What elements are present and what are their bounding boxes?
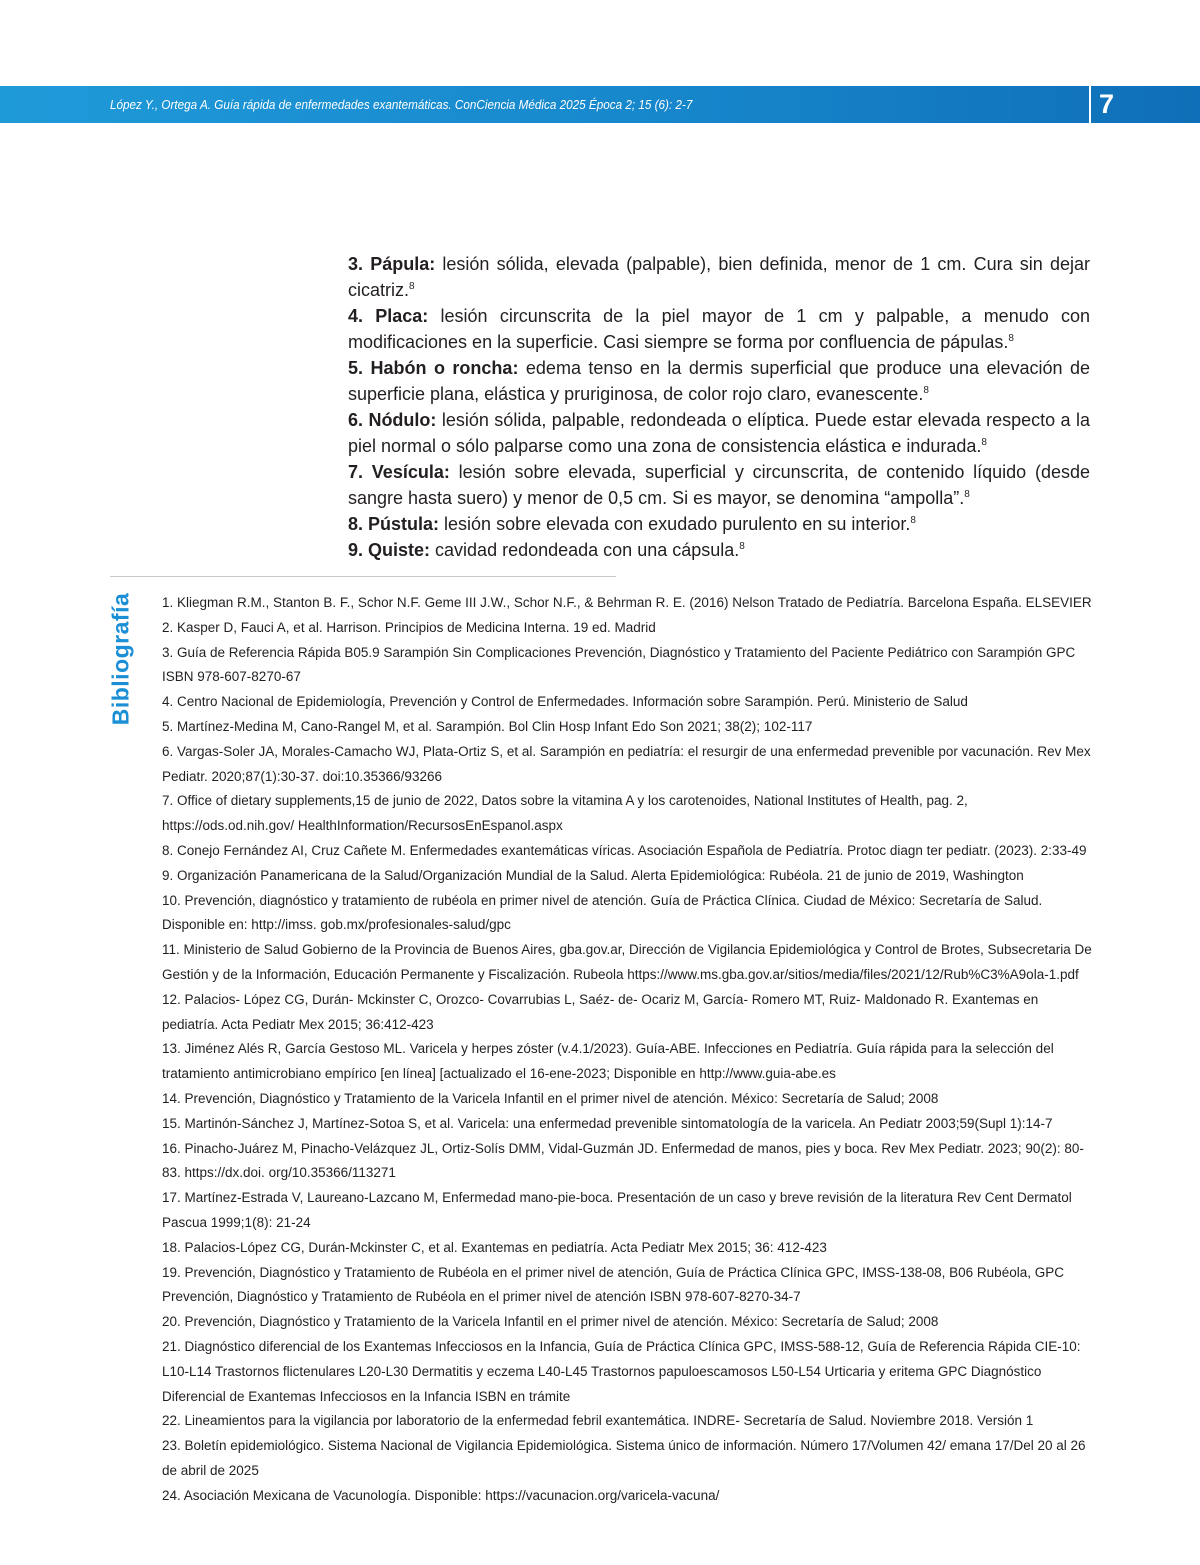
reference-item: 24. Asociación Mexicana de Vacunología. Disponible: https://vacunacion.org/varicela-vacuna/ (162, 1487, 720, 1503)
definition-text: lesión sólida, elevada (palpable), bien definida, menor de 1 cm. Cura sin dejar cicatriz. (348, 254, 1090, 300)
definition-term: 9. Quiste: (348, 540, 431, 560)
definition-term: 4. Placa: (348, 306, 429, 326)
definition-text: lesión sólida, palpable, redondeada o elíptica. Puede estar elevada respecto a la piel normal o sólo palparse como una zona de consistencia elástica e indurada. (348, 410, 1090, 456)
definition-item (348, 407, 1090, 459)
reference-item: 6. Vargas-Soler JA, Morales-Camacho WJ, Plata-Ortiz S, et al. Sarampión en pediatría: el resurgir de una enfermedad prevenible por vacunación. Rev Mex Pediatr. 2020;87(1):30-37. doi:10.35366/93266 (162, 743, 1091, 784)
reference-item: 15. Martinón-Sánchez J, Martínez-Sotoa S, et al. Varicela: una enfermedad prevenible sintomatología de la varicela. An Pediatr 2003;59(Supl 1):14-7 (162, 1115, 1053, 1131)
definition-term: 5. Habón o roncha: (348, 358, 519, 378)
reference-item: 2. Kasper D, Fauci A, et al. Harrison. Principios de Medicina Interna. 19 ed. Madrid (162, 619, 656, 635)
reference-superscript: 8 (409, 281, 415, 292)
reference-item: 9. Organización Panamericana de la Salud/Organización Mundial de la Salud. Alerta Epidemiológica: Rubéola. 21 de junio de 2019, Washington (162, 867, 1024, 883)
reference-item: 11. Ministerio de Salud Gobierno de la Provincia de Buenos Aires, gba.gov.ar, Dirección de Vigilancia Epidemiológica y Control de Brotes, Subsecretaria De Gestión y de la Información, Educación Permanente y Fiscalización. Rubeola https://www.ms.gba.gov.ar/sitios/media/files/2021/12/Rub%C3%A9ola-1.pdf (162, 942, 1092, 982)
running-header (0, 86, 1200, 123)
definition-term: 7. Vesícula: (348, 462, 450, 482)
reference-superscript: 8 (1008, 333, 1014, 344)
reference-item: 1. Kliegman R.M., Stanton B. F., Schor N.F. Geme III J.W., Schor N.F., & Behrman R. E. (2016) Nelson Tratado de Pediatría. Barcelona España. ELSEVIER (162, 595, 1092, 610)
reference-item: 5. Martínez-Medina M, Cano-Rangel M, et al. Sarampión. Bol Clin Hosp Infant Edo Son 2021; 38(2); 102-117 (162, 718, 813, 734)
definition-item (348, 537, 1090, 563)
definition-text: cavidad redondeada con una cápsula. (430, 540, 740, 560)
definition-text: lesión sobre elevada con exudado purulento en su interior. (439, 514, 911, 534)
reference-item: 14. Prevención, Diagnóstico y Tratamiento de la Varicela Infantil en el primer nivel de atención. México: Secretaría de Salud; 2008 (162, 1090, 939, 1106)
reference-superscript: 8 (910, 515, 916, 526)
reference-superscript: 8 (739, 541, 745, 552)
header-divider (1089, 86, 1091, 123)
reference-item: 8. Conejo Fernández AI, Cruz Cañete M. Enfermedades exantemáticas víricas. Asociación Española de Pediatría. Protoc diagn ter pediatr. (2023). 2:33-49 (162, 842, 1087, 858)
reference-superscript: 8 (981, 437, 987, 448)
reference-item: 7. Office of dietary supplements,15 de junio de 2022, Datos sobre la vitamina A y los carotenoides, National Institutes of Health, pag. 2, https://ods.od.nih.gov/ HealthInformation/RecursosEnEspanol.aspx (162, 793, 968, 834)
definition-text: lesión sobre elevada, superficial y circunscrita, de contenido líquido (desde sangre hasta suero) y menor de 0,5 cm. Si es mayor, se denomina “ampolla”. (348, 462, 1090, 508)
definition-item (348, 303, 1090, 355)
lesion-definitions (348, 251, 1090, 563)
reference-item: 4. Centro Nacional de Epidemiología, Prevención y Control de Enfermedades. Información sobre Sarampión. Perú. Ministerio de Salud (162, 694, 968, 710)
reference-item: 12. Palacios- López CG, Durán- Mckinster C, Orozco- Covarrubias L, Saéz- de- Ocariz M, García- Romero MT, Ruiz- Maldonado R. Exantemas en pediatría. Acta Pediatr Mex 2015; 36:412-423 (162, 991, 1039, 1032)
definition-term: 3. Pápula: (348, 254, 436, 274)
reference-item: 21. Diagnóstico diferencial de los Exantemas Infecciosos en la Infancia, Guía de Práctica Clínica GPC, IMSS-588-12, Guía de Referencia Rápida CIE-10: L10-L14 Trastornos flictenulares L20-L30 Dermatitis y eczema L40-L45 Trastornos papuloescamosos L50-L54 Urticaria y eritema GPC Diagnóstico Diferencial de Exantemas Infecciosos en la Infancia ISBN en trámite (162, 1338, 1081, 1404)
section-divider (110, 576, 616, 577)
reference-item: 10. Prevención, diagnóstico y tratamiento de rubéola en primer nivel de atención. Guía de Práctica Clínica. Ciudad de México: Secretaría de Salud. Disponible en: http://imss. gob.mx/profesionales-salud/gpc (162, 892, 1043, 933)
definition-text: edema tenso en la dermis superficial que produce una elevación de superficie plana, elástica y pruriginosa, de color rojo claro, evanescente. (348, 358, 1090, 404)
bibliography-heading: Bibliografía (107, 592, 134, 726)
definition-term: 8. Pústula: (348, 514, 440, 534)
definition-item (348, 251, 1090, 303)
definition-item (348, 459, 1090, 511)
reference-item: 13. Jiménez Alés R, García Gestoso ML. Varicela y herpes zóster (v.4.1/2023). Guía-ABE. Infecciones en Pediatría. Guía rápida para la selección del tratamiento antimicrobiano empírico [en línea] [actualizado el 16-ene-2023; Disponible en http://www.guia-abe.es (162, 1041, 1054, 1082)
reference-superscript: 8 (964, 489, 970, 500)
reference-item: 23. Boletín epidemiológico. Sistema Nacional de Vigilancia Epidemiológica. Sistema único de información. Número 17/Volumen 42/ emana 17/Del 20 al 26 de abril de 2025 (162, 1438, 1086, 1478)
reference-item: 17. Martínez-Estrada V, Laureano-Lazcano M, Enfermedad mano-pie-boca. Presentación de un caso y breve revisión de la literatura Rev Cent Dermatol Pascua 1999;1(8): 21-24 (162, 1190, 1072, 1230)
page-number: 7 (1099, 89, 1115, 119)
reference-item: 19. Prevención, Diagnóstico y Tratamiento de Rubéola en el primer nivel de atención, Guía de Práctica Clínica GPC, IMSS-138-08, B06 Rubéola, GPC Prevención, Diagnóstico y Tratamiento de Rubéola en el primer nivel de atención ISBN 978-607-8270-34-7 (162, 1264, 1064, 1305)
reference-list (162, 591, 1097, 1508)
definition-item (348, 355, 1090, 407)
reference-item: 22. Lineamientos para la vigilancia por laboratorio de la enfermedad febril exantemática. INDRE- Secretaría de Salud. Noviembre 2018. Versión 1 (162, 1413, 1034, 1429)
reference-item: 3. Guía de Referencia Rápida B05.9 Sarampión Sin Complicaciones Prevención, Diagnóstico y Tratamiento del Paciente Pediátrico con Sarampión GPC ISBN 978-607-8270-67 (162, 644, 1076, 685)
definition-item (348, 511, 1090, 537)
reference-item: 16. Pinacho-Juárez M, Pinacho-Velázquez JL, Ortiz-Solís DMM, Vidal-Guzmán JD. Enfermedad de manos, pies y boca. Rev Mex Pediatr. 2023; 90(2): 80-83. https://dx.doi. org/10.35366/113271 (162, 1140, 1084, 1181)
definition-term: 6. Nódulo: (348, 410, 437, 430)
definition-text: lesión circunscrita de la piel mayor de 1 cm y palpable, a menudo con modificaciones en la superficie. Casi siempre se forma por confluencia de pápulas. (348, 306, 1091, 352)
reference-item: 18. Palacios-López CG, Durán-Mckinster C, et al. Exantemas en pediatría. Acta Pediatr Mex 2015; 36: 412-423 (162, 1239, 827, 1255)
reference-item: 20. Prevención, Diagnóstico y Tratamiento de la Varicela Infantil en el primer nivel de atención. México: Secretaría de Salud; 2008 (162, 1314, 939, 1330)
header-citation: López Y., Ortega A. Guía rápida de enfermedades exantemáticas. ConCiencia Médica 2025 Época 2; 15 (6): 2-7 (110, 97, 693, 112)
reference-superscript: 8 (923, 385, 929, 396)
